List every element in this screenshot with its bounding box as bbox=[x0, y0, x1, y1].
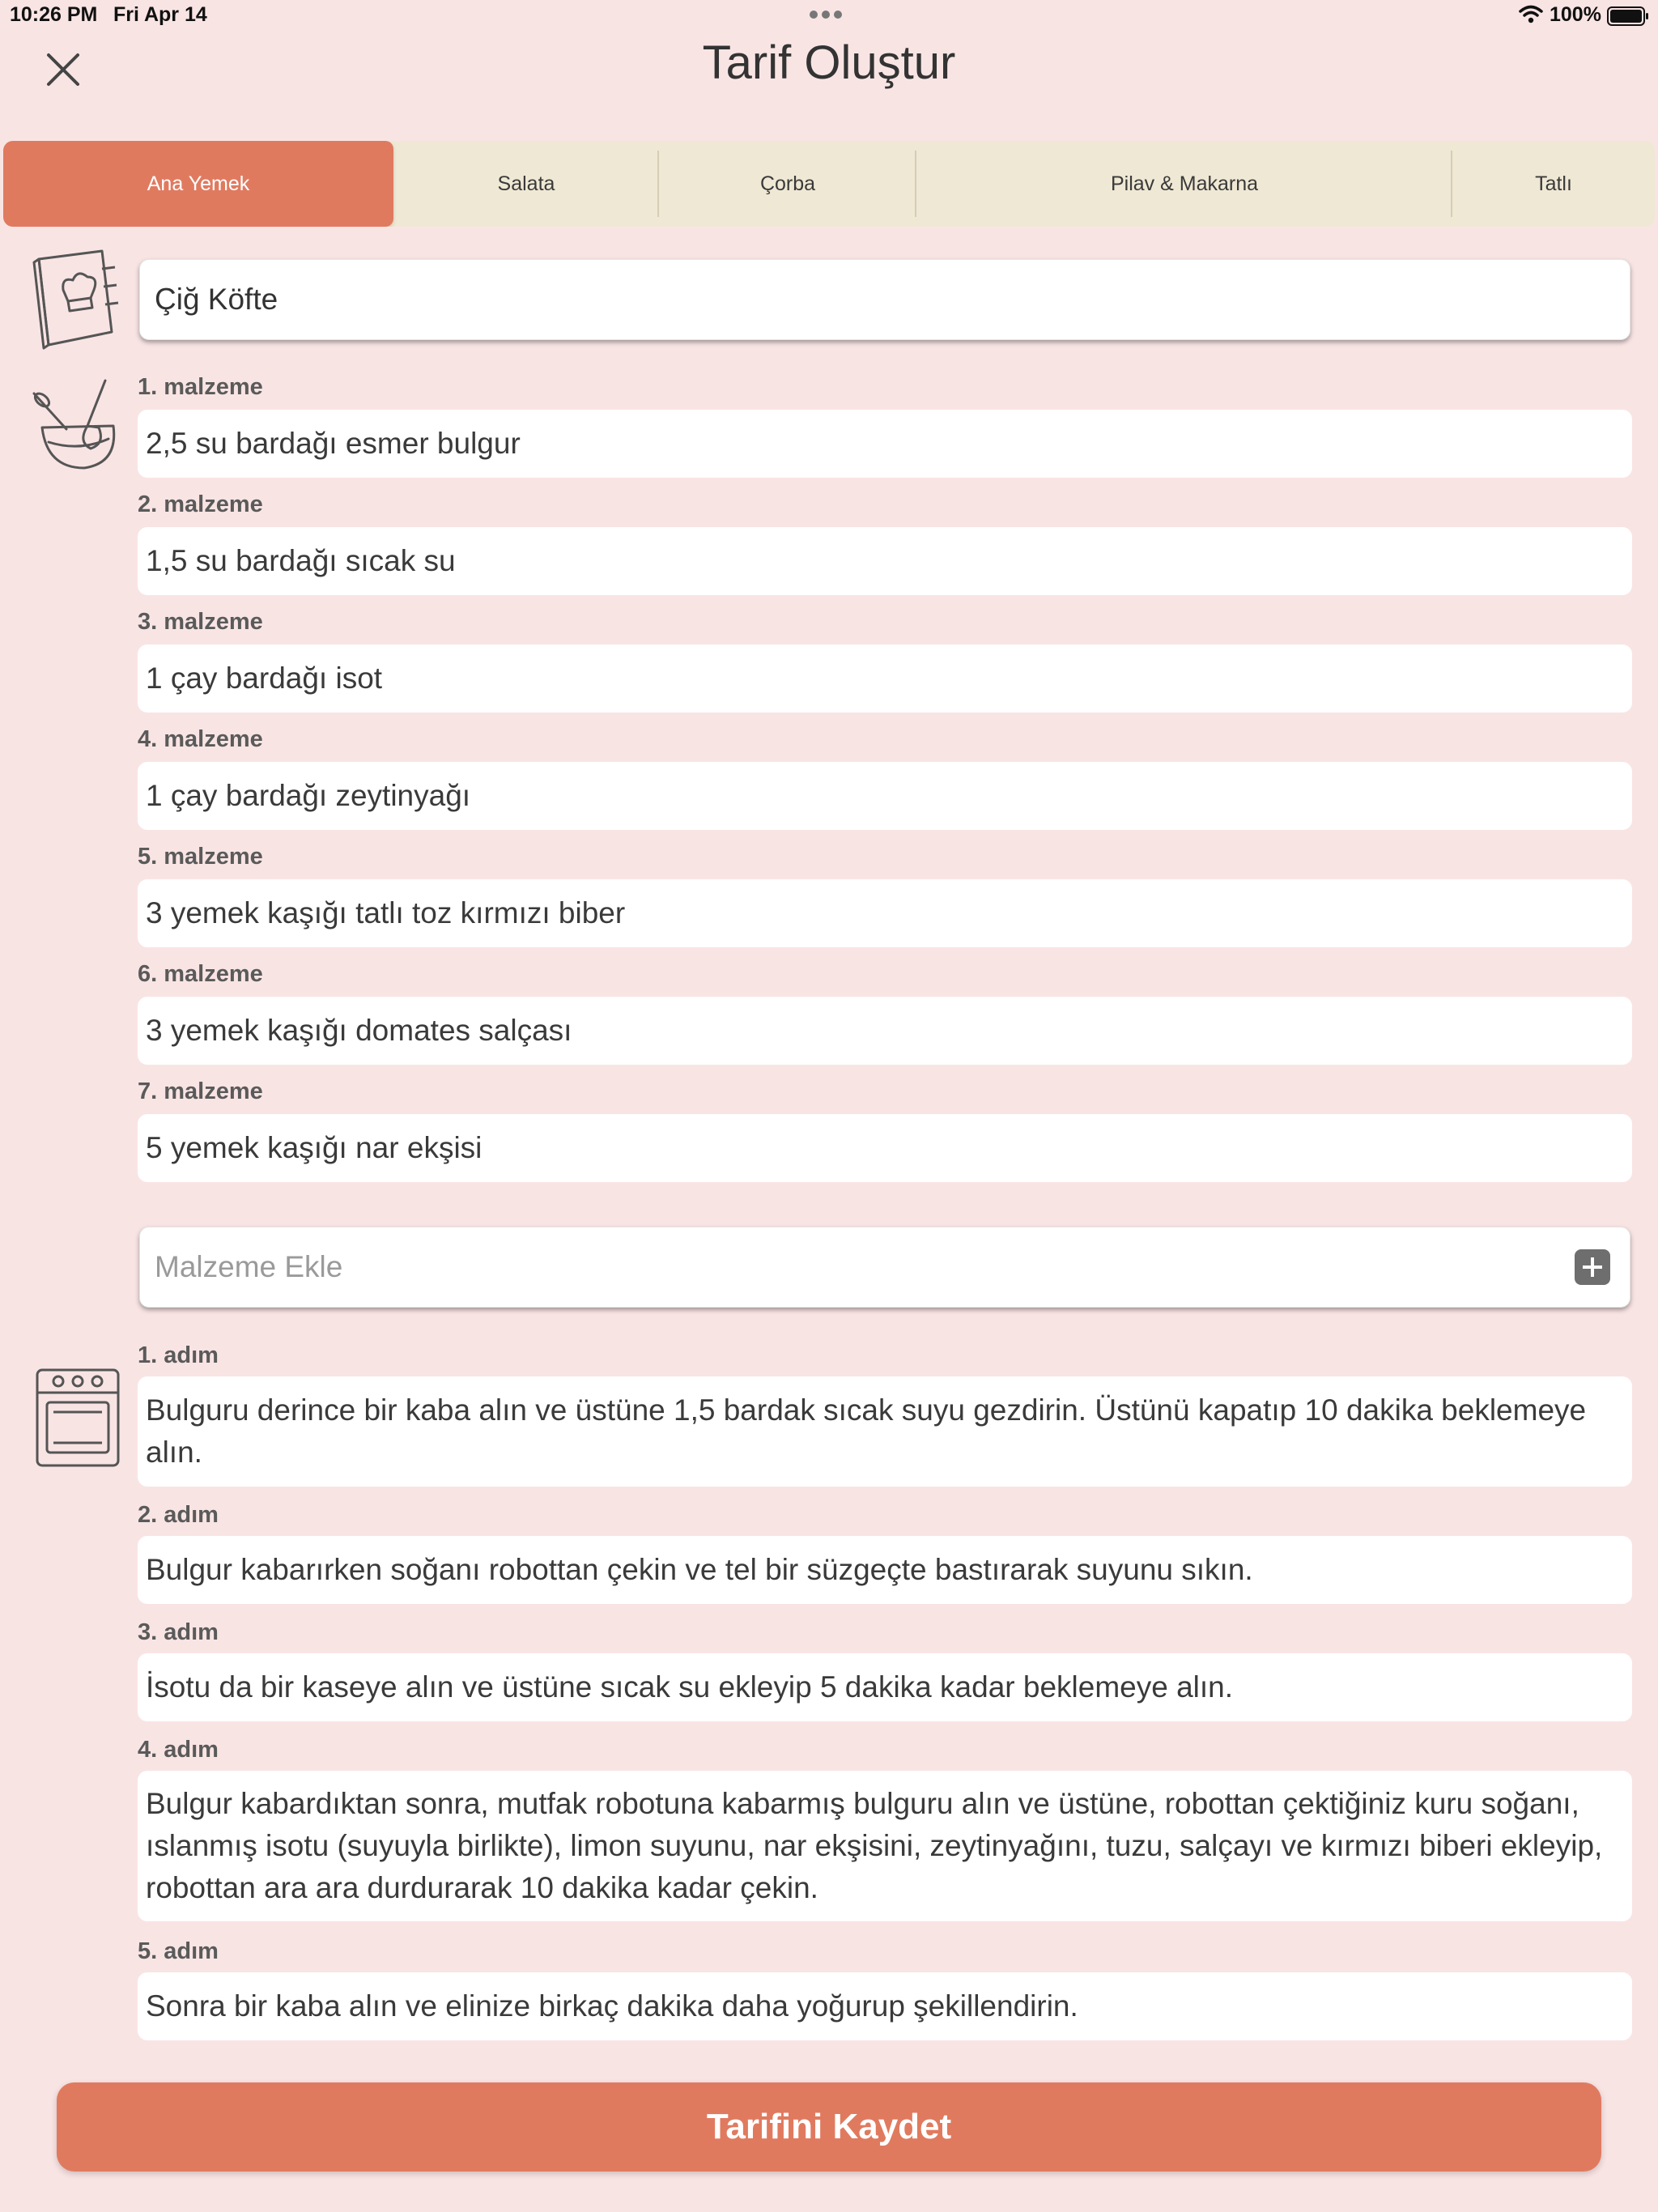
ingredient-label: 2. malzeme bbox=[138, 491, 263, 517]
tab-label: Çorba bbox=[759, 172, 816, 195]
tab-corba[interactable] bbox=[659, 141, 916, 227]
mixing-bowl-icon bbox=[31, 377, 126, 479]
recipe-name-value: Çiğ Köfte bbox=[155, 283, 278, 316]
battery-percentage: 100% bbox=[1550, 3, 1601, 26]
ingredient-label: 7. malzeme bbox=[138, 1078, 263, 1104]
ingredient-label: 4. malzeme bbox=[138, 726, 263, 752]
tab-salata[interactable] bbox=[393, 141, 659, 227]
ingredient-value: 5 yemek kaşığı nar ekşisi bbox=[146, 1131, 483, 1164]
oven-icon bbox=[31, 1365, 126, 1472]
step-value: İsotu da bir kaseye alın ve üstüne sıcak su ekleyip 5 dakika kadar beklemeye alın. bbox=[146, 1670, 1234, 1704]
step-value: Sonra bir kaba alın ve elinize birkaç dakika daha yoğurup şekillendirin. bbox=[146, 1989, 1078, 2023]
ingredient-value: 1 çay bardağı isot bbox=[146, 661, 383, 695]
step-value: Bulgur kabarırken soğanı robottan çekin ve tel bir süzgeçte bastırarak suyunu sıkın. bbox=[146, 1553, 1253, 1586]
tab-ana-yemek[interactable] bbox=[3, 141, 393, 227]
ingredient-value: 1 çay bardağı zeytinyağı bbox=[146, 779, 471, 812]
ingredient-label: 6. malzeme bbox=[138, 961, 263, 987]
recipe-book-icon bbox=[31, 245, 126, 355]
battery-icon bbox=[1607, 6, 1649, 26]
step-field[interactable] bbox=[138, 1653, 1632, 1721]
ingredient-value: 3 yemek kaşığı tatlı toz kırmızı biber bbox=[146, 896, 626, 929]
step-label: 3. adım bbox=[138, 1619, 219, 1645]
tab-label: Tatlı bbox=[1535, 172, 1572, 195]
step-label: 5. adım bbox=[138, 1938, 219, 1964]
ingredient-label: 1. malzeme bbox=[138, 374, 263, 400]
recipe-name-input[interactable] bbox=[139, 259, 1630, 340]
add-ingredient-plus-icon[interactable] bbox=[1575, 1249, 1610, 1285]
ingredient-field[interactable] bbox=[138, 410, 1632, 478]
step-field[interactable] bbox=[138, 1972, 1632, 2040]
tab-pilav-makarna[interactable] bbox=[916, 141, 1452, 227]
step-label: 1. adım bbox=[138, 1342, 219, 1368]
ingredient-value: 3 yemek kaşığı domates salçası bbox=[146, 1014, 572, 1047]
ingredient-field[interactable] bbox=[138, 879, 1632, 947]
step-field[interactable] bbox=[138, 1771, 1632, 1921]
ingredient-label: 5. malzeme bbox=[138, 844, 263, 870]
tab-label: Salata bbox=[497, 172, 555, 195]
status-date: Fri Apr 14 bbox=[113, 3, 207, 26]
tab-label: Ana Yemek bbox=[147, 172, 250, 195]
save-recipe-button[interactable] bbox=[57, 2082, 1601, 2172]
ingredient-field[interactable] bbox=[138, 997, 1632, 1065]
add-ingredient-placeholder: Malzeme Ekle bbox=[155, 1250, 343, 1283]
save-recipe-label: Tarifini Kaydet bbox=[706, 2107, 952, 2146]
ingredient-label: 3. malzeme bbox=[138, 609, 263, 635]
ingredient-value: 2,5 su bardağı esmer bulgur bbox=[146, 427, 521, 460]
step-label: 4. adım bbox=[138, 1737, 219, 1763]
multitasking-dots-icon[interactable] bbox=[810, 8, 847, 18]
category-tabs bbox=[3, 141, 1655, 227]
page-title: Tarif Oluştur bbox=[702, 36, 956, 89]
ingredient-value: 1,5 su bardağı sıcak su bbox=[146, 544, 456, 577]
add-ingredient-input[interactable] bbox=[139, 1227, 1630, 1308]
ingredient-field[interactable] bbox=[138, 1114, 1632, 1182]
tab-tatli[interactable] bbox=[1452, 141, 1655, 227]
step-label: 2. adım bbox=[138, 1502, 219, 1528]
wifi-icon bbox=[1519, 5, 1543, 24]
ingredient-field[interactable] bbox=[138, 644, 1632, 713]
ingredient-field[interactable] bbox=[138, 527, 1632, 595]
step-value: Bulgur kabardıktan sonra, mutfak robotuna kabarmış bulguru alın ve üstüne, robottan çektiğiniz kuru soğanı, ıslanmış isotu (suyuyla birlikte), limon suyunu, nar ekşisini, zeytinyağını, tuzu, salçayı ve kırmızı biberi ekleyip, robottan ara ara durdurarak 10 dakika kadar çekin. bbox=[146, 1787, 1603, 1904]
tab-label: Pilav & Makarna bbox=[1110, 172, 1259, 195]
step-field[interactable] bbox=[138, 1376, 1632, 1487]
ingredient-field[interactable] bbox=[138, 762, 1632, 830]
status-bar bbox=[0, 0, 1658, 32]
step-field[interactable] bbox=[138, 1536, 1632, 1604]
step-value: Bulguru derince bir kaba alın ve üstüne 1,5 bardak sıcak suyu gezdirin. Üstünü kapatıp 10 dakika beklemeye alın. bbox=[146, 1393, 1587, 1469]
status-time: 10:26 PM bbox=[10, 3, 98, 26]
